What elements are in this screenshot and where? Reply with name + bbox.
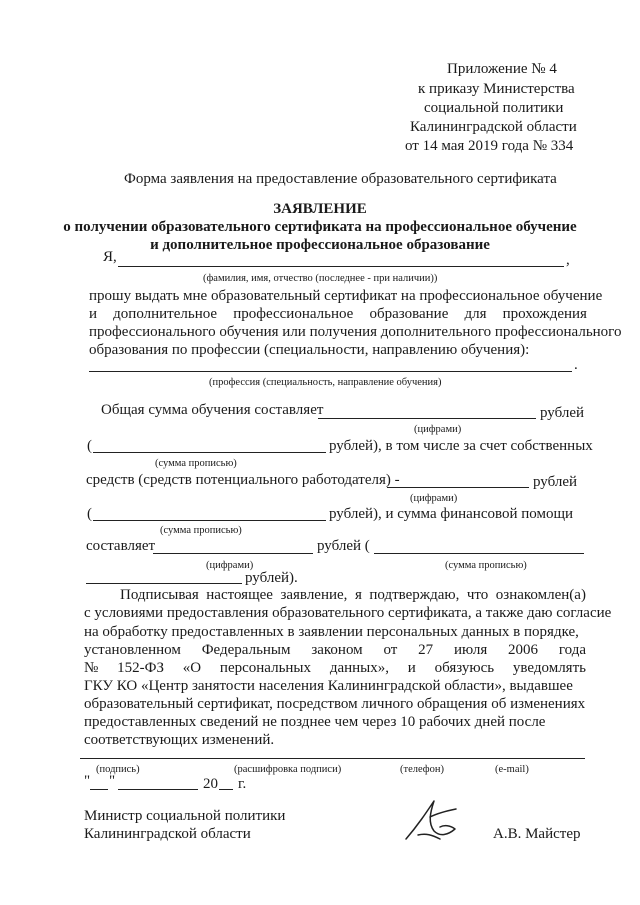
phone-caption: (телефон)	[400, 764, 444, 775]
document-subheading-2: и дополнительное профессиональное образование	[150, 237, 490, 253]
word: Подписывая	[120, 587, 199, 603]
signature-caption: (подпись)	[96, 764, 140, 775]
word: законом	[311, 642, 363, 658]
word: дополнительное	[113, 306, 218, 322]
decoding-caption: (расшифровка подписи)	[234, 764, 342, 775]
aid-words-field-2[interactable]	[86, 583, 242, 584]
aid-words-field-1[interactable]	[374, 553, 584, 554]
word: «О	[182, 660, 202, 676]
own-funds-words-field[interactable]	[93, 520, 326, 521]
consent-line-2: с условиями предоставления образовательного сертификата, а также даю согласие	[84, 605, 612, 621]
total-cost-currency: рублей	[540, 405, 585, 421]
date-year-prefix: 20	[203, 776, 218, 792]
word: я	[354, 587, 362, 603]
minister-signature-icon	[400, 795, 470, 845]
word: образование	[369, 306, 449, 322]
applicant-name-field[interactable]	[118, 266, 564, 267]
word: данных»,	[329, 660, 389, 676]
total-cost-digits-caption: (цифрами)	[414, 424, 462, 435]
word: Федеральным	[201, 642, 291, 658]
consent-line-7: образовательный сертификат, посредством личного обращения об изменениях	[84, 696, 586, 712]
date-year-field[interactable]	[219, 789, 233, 790]
word: 27	[418, 642, 434, 658]
request-line-3: профессионального обучения или получения дополнительного профессионального	[89, 324, 622, 340]
word: уведомлять	[512, 660, 586, 676]
word: подтверждаю,	[369, 587, 460, 603]
aid-close: рублей).	[245, 570, 298, 586]
appendix-ministry: социальной политики	[424, 100, 564, 116]
applicant-caption: (фамилия, имя, отчество (последнее - при наличии))	[203, 273, 438, 284]
profession-caption: (профессия (специальность, направление обучения)	[209, 377, 442, 388]
appendix-region: Калининградской области	[410, 119, 577, 135]
word: и	[89, 306, 98, 322]
total-cost-open-paren: (	[87, 438, 92, 454]
word: персональных	[219, 660, 312, 676]
consent-line-3: на обработку предоставленных в заявлении персональных данных в порядке,	[84, 624, 579, 640]
consent-line-9: соответствующих изменений.	[84, 732, 275, 748]
date-quote-open: "	[84, 773, 91, 789]
word: для	[464, 306, 487, 322]
applicant-suffix: ,	[566, 252, 570, 268]
word: заявление,	[280, 587, 348, 603]
minister-title-1: Министр социальной политики	[84, 808, 286, 824]
own-funds-digits-caption: (цифрами)	[410, 493, 458, 504]
request-line-2	[89, 306, 587, 323]
appendix-date: от 14 мая 2019 года № 334	[405, 138, 574, 154]
own-funds-digits-field[interactable]	[387, 487, 529, 488]
document-subheading-1: о получении образовательного сертификата на профессиональное обучение	[63, 219, 577, 235]
own-funds-words-caption: (сумма прописью)	[160, 525, 242, 536]
word: ознакомлен(а)	[495, 587, 586, 603]
consent-line-1	[120, 587, 586, 604]
consent-line-4	[84, 642, 586, 659]
word: 152-ФЗ	[117, 660, 164, 676]
own-funds-open-paren: (	[87, 506, 92, 522]
aid-amount-label: составляет	[86, 538, 156, 554]
total-cost-digits-field[interactable]	[318, 418, 536, 419]
aid-words-caption: (сумма прописью)	[445, 560, 527, 571]
word: прохождения	[502, 306, 587, 322]
employer-funds-label: средств (средств потенциального работодателя) -	[86, 472, 400, 488]
word: установленном	[84, 642, 181, 658]
own-funds-label: рублей), в том числе за счет собственных	[329, 438, 593, 454]
aid-digits-field[interactable]	[153, 553, 313, 554]
appendix-number: Приложение № 4	[447, 61, 557, 77]
word: профессиональное	[233, 306, 354, 322]
own-funds-currency: рублей	[533, 474, 578, 490]
word: июля	[453, 642, 488, 658]
consent-line-6: ГКУ КО «Центр занятости населения Калининградской области», выдавшее	[84, 678, 573, 694]
minister-name: А.В. Майстер	[493, 826, 581, 842]
word: обязуюсь	[434, 660, 495, 676]
word: от	[383, 642, 398, 658]
consent-line-5	[84, 660, 586, 677]
word: №	[84, 660, 99, 676]
date-quote-close: "	[109, 773, 116, 789]
word: что	[466, 587, 489, 603]
aid-currency-open: рублей (	[317, 538, 370, 554]
request-line-1: прошу выдать мне образовательный сертификат на профессиональное обучение	[89, 288, 603, 304]
profession-field[interactable]	[89, 371, 572, 372]
word: и	[407, 660, 416, 676]
total-cost-words-field[interactable]	[93, 452, 326, 453]
date-suffix: г.	[238, 776, 247, 792]
word: настоящее	[206, 587, 273, 603]
total-cost-words-caption: (сумма прописью)	[155, 458, 237, 469]
document-heading: ЗАЯВЛЕНИЕ	[273, 201, 367, 217]
appendix-order: к приказу Министерства	[418, 81, 575, 97]
applicant-prefix: Я,	[103, 249, 117, 265]
signature-line[interactable]	[80, 758, 585, 759]
word: 2006	[508, 642, 539, 658]
minister-title-2: Калининградской области	[84, 826, 251, 842]
aid-digits-caption: (цифрами)	[206, 560, 254, 571]
email-caption: (e-mail)	[495, 764, 529, 775]
consent-line-8: предоставленных сведений не позднее чем через 10 рабочих дней после	[84, 714, 546, 730]
date-month-field[interactable]	[118, 789, 198, 790]
date-day-field[interactable]	[90, 789, 108, 790]
financial-aid-label: рублей), и сумма финансовой помощи	[329, 506, 574, 522]
total-cost-label: Общая сумма обучения составляет	[101, 402, 324, 418]
profession-end-dot: .	[574, 357, 578, 373]
form-title: Форма заявления на предоставление образовательного сертификата	[124, 171, 557, 187]
request-line-4: образования по профессии (специальности, направлению обучения):	[89, 342, 530, 358]
word: года	[558, 642, 586, 658]
